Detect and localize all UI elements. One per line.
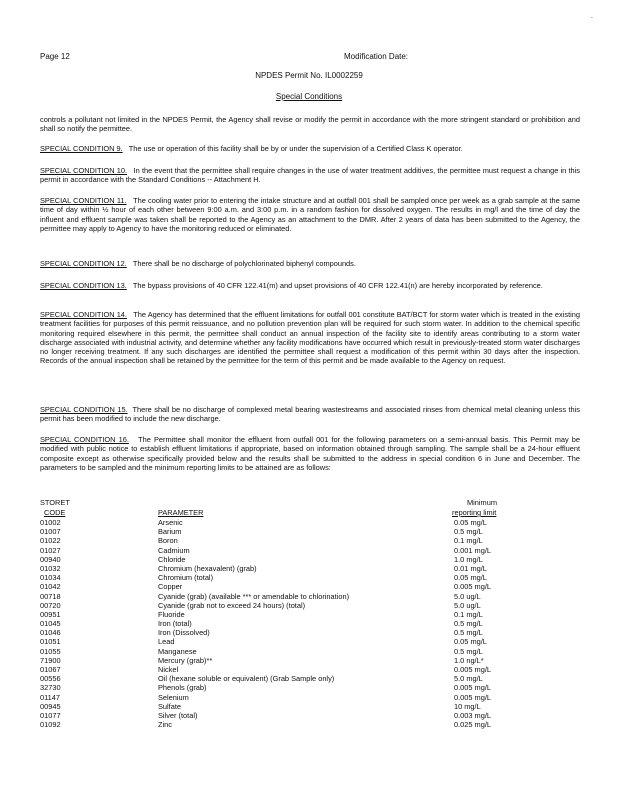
reporting-limit-cell: 1.0 mg/L <box>454 554 483 564</box>
table-header-minimum: Minimum <box>467 498 497 507</box>
table-row <box>40 647 580 656</box>
parameter-cell: Mercury (grab)** <box>158 655 213 665</box>
parameter-cell: Cadmium <box>158 545 190 555</box>
reporting-limit-cell: 1.0 ng/L* <box>454 655 484 665</box>
parameter-cell: Boron <box>158 536 178 546</box>
condition-label: SPECIAL CONDITION 11. <box>40 196 127 205</box>
special-condition-16 <box>40 435 580 472</box>
table-row <box>40 711 580 720</box>
storet-code-cell: 32730 <box>40 683 61 693</box>
special-condition-9 <box>40 144 580 153</box>
table-header-code: CODE <box>44 508 66 517</box>
special-condition-11 <box>40 196 580 233</box>
reporting-limit-cell: 5.0 ug/L <box>454 600 481 610</box>
condition-label: SPECIAL CONDITION 15. <box>40 405 128 414</box>
reporting-limit-cell: 0.05 mg/L <box>454 637 487 647</box>
storet-code-cell: 01042 <box>40 582 61 592</box>
table-row <box>40 601 580 610</box>
parameter-cell: Iron (total) <box>158 619 192 629</box>
storet-code-cell: 01032 <box>40 563 61 573</box>
special-condition-13 <box>40 281 580 290</box>
parameter-table <box>40 518 580 729</box>
table-header-storet: STORET <box>40 498 70 507</box>
table-header-reporting-limit: reporting limit <box>452 508 497 517</box>
parameter-cell: Iron (Dissolved) <box>158 628 210 638</box>
table-row <box>40 518 580 527</box>
storet-code-cell: 01055 <box>40 646 61 656</box>
table-row <box>40 582 580 591</box>
storet-code-cell: 01046 <box>40 628 61 638</box>
table-row <box>40 555 580 564</box>
reporting-limit-cell: 0.01 mg/L <box>454 563 487 573</box>
table-row <box>40 702 580 711</box>
condition-label: SPECIAL CONDITION 12. <box>40 259 127 268</box>
storet-code-cell: 00945 <box>40 701 61 711</box>
table-row <box>40 628 580 637</box>
table-row <box>40 693 580 702</box>
parameter-cell: Copper <box>158 582 183 592</box>
condition-text: The Agency has determined that the effluent limitations for outfall 001 constitute BAT/BCT for storm water which is treated in the existing treatment facilities for purposes of this permit reissuance, and no pollution prevention plan will be required for such storm water. In addition to the chemical specific monitoring required elsewhere in this permit, the permittee shall conduct an annual inspection of the facility site to identify areas contributing to a storm water discharge associated with industrial activity, and determine whether any facility modifications have occurred which result in previously-treated storm water discharges no longer receiving treatment. If any such discharges are identified the permittee shall request a modification of this permit within 30 days after the inspection. Records of the annual inspection shall be retained by the permittee for the term of this permit and be made available to the Agency on request. <box>40 310 580 366</box>
special-condition-10 <box>40 166 580 185</box>
page-number: Page 12 <box>40 52 70 61</box>
storet-code-cell: 01045 <box>40 619 61 629</box>
parameter-cell: Manganese <box>158 646 197 656</box>
corner-mark: ` <box>591 18 593 24</box>
parameter-cell: Chloride <box>158 554 186 564</box>
reporting-limit-cell: 0.5 mg/L <box>454 527 483 537</box>
storet-code-cell: 00556 <box>40 674 61 684</box>
condition-label: SPECIAL CONDITION 9. <box>40 144 123 153</box>
reporting-limit-cell: 0.001 mg/L <box>454 545 491 555</box>
storet-code-cell: 01034 <box>40 573 61 583</box>
table-row <box>40 637 580 646</box>
table-row <box>40 546 580 555</box>
condition-text: There shall be no discharge of polychlorinated biphenyl compounds. <box>132 259 356 268</box>
reporting-limit-cell: 0.05 mg/L <box>454 573 487 583</box>
reporting-limit-cell: 0.5 mg/L <box>454 619 483 629</box>
parameter-cell: Cyanide (grab) (available *** or amendable to chlorination) <box>158 591 350 601</box>
table-row <box>40 683 580 692</box>
storet-code-cell: 01147 <box>40 692 61 702</box>
condition-label: SPECIAL CONDITION 14. <box>40 310 127 319</box>
storet-code-cell: 01051 <box>40 637 61 647</box>
storet-code-cell: 71900 <box>40 655 61 665</box>
table-header-parameter: PARAMETER <box>158 508 204 517</box>
parameter-cell: Selenium <box>158 692 189 702</box>
parameter-cell: Silver (total) <box>158 710 198 720</box>
paragraph-text: controls a pollutant not limited in the NPDES Permit, the Agency shall revise or modify the permit in accordance with the more stringent standard or prohibition and shall so notify the permittee. <box>40 115 580 134</box>
condition-label: SPECIAL CONDITION 16. <box>40 435 129 444</box>
reporting-limit-cell: 5.0 mg/L <box>454 674 483 684</box>
condition-label: SPECIAL CONDITION 13. <box>40 281 127 290</box>
reporting-limit-cell: 0.5 mg/L <box>454 628 483 638</box>
reporting-limit-cell: 0.005 mg/L <box>454 665 491 674</box>
table-row <box>40 665 580 674</box>
reporting-limit-cell: 10 mg/L <box>454 701 481 711</box>
parameter-cell: Arsenic <box>158 518 183 527</box>
parameter-cell: Sulfate <box>158 701 182 711</box>
condition-text: The Permittee shall monitor the effluent from outfall 001 for the following parameters on a semi-annual basis. This Permit may be modified with public notice to establish effluent limitations if appropriate, based on information obtained through sampling. The sample shall be a 24-hour effluent composite except as otherwise specifically provided below and the results shall be submitted to the address in special condition 6 in June and December. The parameters to be sampled and the minimum reporting limits to be attained are as follows: <box>40 435 580 472</box>
storet-code-cell: 00720 <box>40 600 61 610</box>
parameter-cell: Chromium (hexavalent) (grab) <box>158 563 257 573</box>
parameter-cell: Phenols (grab) <box>158 683 207 693</box>
reporting-limit-cell: 0.5 mg/L <box>454 646 483 656</box>
reporting-limit-cell: 0.025 mg/L <box>454 720 491 730</box>
parameter-cell: Fluoride <box>158 609 185 619</box>
storet-code-cell: 01092 <box>40 720 61 730</box>
parameter-cell: Oil (hexane soluble or equivalent) (Grab Sample only) <box>158 674 335 684</box>
storet-code-cell: 01022 <box>40 536 61 546</box>
special-condition-14 <box>40 310 580 366</box>
table-row <box>40 674 580 683</box>
reporting-limit-cell: 0.003 mg/L <box>454 710 491 720</box>
reporting-limit-cell: 5.0 ug/L <box>454 591 481 601</box>
storet-code-cell: 00718 <box>40 591 61 601</box>
condition-text: The cooling water prior to entering the intake structure and at outfall 001 shall be sampled once per week as a grab sample at the same time of day within ½ hour of each other between 9:00 a.m. and 3:00 p.m. in a random fashion for dissolved oxygen. The results in mg/l and the time of day the influent and effluent sample was taken shall be reported to the Agency as an attachment to the DMR. After 2 years of data has been submitted to the Agency, the permittee may apply to Agency to have the monitoring reduced or eliminated. <box>40 196 581 233</box>
section-title: Special Conditions <box>275 92 343 101</box>
storet-code-cell: 01027 <box>40 545 61 555</box>
modification-date: Modification Date: <box>344 52 409 61</box>
reporting-limit-cell: 0.005 mg/L <box>454 692 491 702</box>
condition-label: SPECIAL CONDITION 10. <box>40 166 128 175</box>
storet-code-cell: 01077 <box>40 710 61 720</box>
storet-code-cell: 01007 <box>40 527 61 537</box>
table-row <box>40 656 580 665</box>
table-row <box>40 573 580 582</box>
table-row <box>40 720 580 729</box>
table-row <box>40 527 580 536</box>
condition-text: There shall be no discharge of complexed metal bearing wastestreams and associated rinses from chemical metal cleaning unless this permit has been modified to include the new discharge. <box>40 405 581 424</box>
condition-text: The use or operation of this facility shall be by or under the supervision of a Certified Class K operator. <box>128 144 463 153</box>
reporting-limit-cell: 0.005 mg/L <box>454 683 491 693</box>
table-row <box>40 564 580 573</box>
reporting-limit-cell: 0.005 mg/L <box>454 582 491 592</box>
parameter-cell: Chromium (total) <box>158 573 214 583</box>
reporting-limit-cell: 0.1 mg/L <box>454 609 483 619</box>
parameter-cell: Cyanide (grab not to exceed 24 hours) (total) <box>158 600 306 610</box>
reporting-limit-cell: 0.1 mg/L <box>454 536 483 546</box>
storet-code-cell: 00951 <box>40 609 61 619</box>
condition-text: The bypass provisions of 40 CFR 122.41(m) and upset provisions of 40 CFR 122.41(n) are hereby incorporated by reference. <box>132 281 543 290</box>
parameter-cell: Barium <box>158 527 182 537</box>
table-row <box>40 536 580 545</box>
parameter-cell: Nickel <box>158 665 179 674</box>
storet-code-cell: 01002 <box>40 518 61 527</box>
storet-code-cell: 01067 <box>40 665 61 674</box>
special-condition-15 <box>40 405 580 424</box>
table-row <box>40 610 580 619</box>
special-condition-12 <box>40 259 580 268</box>
reporting-limit-cell: 0.05 mg/L <box>454 518 487 527</box>
condition-text: In the event that the permittee shall require changes in the use of water treatment additives, the permittee must request a change in this permit in accordance with the Standard Conditions -- Attachment H. <box>40 166 580 185</box>
permit-number: NPDES Permit No. IL0002259 <box>255 71 363 80</box>
table-row <box>40 619 580 628</box>
storet-code-cell: 00940 <box>40 554 61 564</box>
table-row <box>40 592 580 601</box>
parameter-cell: Lead <box>158 637 175 647</box>
paragraph-continuation <box>40 115 580 134</box>
parameter-cell: Zinc <box>158 720 172 730</box>
